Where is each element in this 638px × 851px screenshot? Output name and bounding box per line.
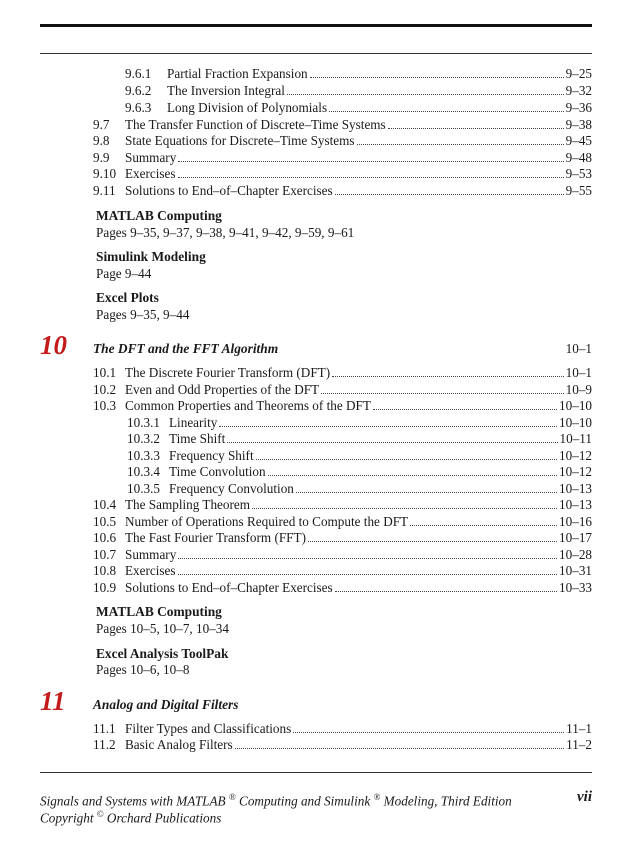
leader-dots xyxy=(357,144,564,145)
top-rule-thin xyxy=(40,53,592,54)
footer-text: Signals and Systems with MATLAB xyxy=(40,793,226,809)
toc-entry-page: 10–12 xyxy=(559,464,592,479)
toc-entry[interactable] xyxy=(93,530,592,546)
toc-entry[interactable] xyxy=(93,563,592,579)
leader-dots xyxy=(178,161,563,162)
toc-entry-page: 9–45 xyxy=(565,133,592,148)
toc-entry-number: 9.6.1 xyxy=(125,66,152,81)
toc-entry-page: 10–33 xyxy=(559,580,592,595)
toc-entry-title: Frequency Shift xyxy=(169,448,254,463)
toc-entry-title: Exercises xyxy=(125,166,176,181)
leader-dots xyxy=(329,111,564,112)
leader-dots xyxy=(178,558,557,559)
leader-dots xyxy=(335,591,557,592)
toc-entry[interactable] xyxy=(93,183,592,199)
leader-dots xyxy=(227,442,557,443)
toc-entry-number: 9.9 xyxy=(93,150,110,165)
toc-entry-title: Time Convolution xyxy=(169,464,266,479)
toc-entry[interactable] xyxy=(127,464,592,480)
leader-dots xyxy=(235,748,564,749)
toc-entry[interactable] xyxy=(93,166,592,182)
toc-entry-number: 10.3.3 xyxy=(127,448,160,463)
toc-entry-page: 9–32 xyxy=(565,83,592,98)
toc-entry-title: State Equations for Discrete–Time Systems xyxy=(125,133,355,148)
toc-entry-title: Linearity xyxy=(169,415,218,430)
leader-dots xyxy=(410,525,557,526)
toc-entry[interactable] xyxy=(125,100,592,116)
toc-entry-title: Even and Odd Properties of the DFT xyxy=(125,382,320,397)
copyright-mark: © xyxy=(96,809,104,819)
footer-text: Orchard Publications xyxy=(103,810,222,826)
leader-dots xyxy=(321,393,564,394)
toc-entry[interactable] xyxy=(127,448,592,464)
toc-entry-page: 11–2 xyxy=(566,737,592,752)
top-rule-thick xyxy=(40,24,592,27)
leader-dots xyxy=(335,194,564,195)
leader-dots xyxy=(310,77,564,78)
toc-entry-title: Solutions to End–of–Chapter Exercises xyxy=(125,183,333,198)
toc-entry-title: The Inversion Integral xyxy=(167,83,285,98)
toc-entry-number: 10.7 xyxy=(93,547,117,562)
toc-entry-page: 10–17 xyxy=(559,530,592,545)
toc-entry-page: 11–1 xyxy=(566,721,592,736)
footer-text: Modeling, Third Edition xyxy=(380,793,512,809)
leader-dots xyxy=(219,426,557,427)
toc-entry-title: Time Shift xyxy=(169,431,226,446)
toc-entry-page: 10–13 xyxy=(559,497,592,512)
toc-entry[interactable] xyxy=(127,481,592,497)
toc-entry-number: 10.3.5 xyxy=(127,481,160,496)
toc-entry-page: 10–16 xyxy=(559,514,592,529)
toc-entry[interactable] xyxy=(93,580,592,596)
toc-entry[interactable] xyxy=(125,66,592,82)
section-heading: MATLAB Computing xyxy=(96,604,222,619)
toc-entry-page: 9–53 xyxy=(565,166,592,181)
section-heading: Excel Analysis ToolPak xyxy=(96,646,229,661)
chapter-number: 10 xyxy=(40,330,67,360)
toc-entry-number: 9.6.2 xyxy=(125,83,152,98)
toc-entry-number: 10.5 xyxy=(93,514,117,529)
toc-entry[interactable] xyxy=(93,398,592,414)
section-heading: MATLAB Computing xyxy=(96,208,222,223)
toc-entry-number: 9.7 xyxy=(93,117,110,132)
toc-entry[interactable] xyxy=(93,150,592,166)
footer-rule xyxy=(40,772,592,773)
toc-entry[interactable] xyxy=(93,497,592,513)
toc-entry-number: 9.11 xyxy=(93,183,116,198)
toc-entry-number: 10.3.1 xyxy=(127,415,160,430)
toc-entry-title: The Sampling Theorem xyxy=(125,497,251,512)
toc-entry-title: Partial Fraction Expansion xyxy=(167,66,308,81)
toc-entry-number: 10.2 xyxy=(93,382,117,397)
toc-entry[interactable] xyxy=(93,382,592,398)
toc-entry-number: 10.3 xyxy=(93,398,117,413)
toc-entry[interactable] xyxy=(93,514,592,530)
leader-dots xyxy=(332,376,564,377)
section-pages: Pages 9–35, 9–37, 9–38, 9–41, 9–42, 9–59, 9–61 xyxy=(96,225,355,240)
leader-dots xyxy=(178,177,564,178)
leader-dots xyxy=(178,574,558,575)
leader-dots xyxy=(373,409,557,410)
toc-entry-title: Basic Analog Filters xyxy=(125,737,233,752)
toc-entry[interactable] xyxy=(93,133,592,149)
toc-entry-number: 9.8 xyxy=(93,133,110,148)
leader-dots xyxy=(252,508,557,509)
toc-entry[interactable] xyxy=(93,547,592,563)
toc-entry-title: Solutions to End–of–Chapter Exercises xyxy=(125,580,333,595)
toc-entry-page: 9–38 xyxy=(565,117,592,132)
toc-entry-page: 9–36 xyxy=(565,100,592,115)
section-pages: Pages 9–35, 9–44 xyxy=(96,307,190,322)
toc-entry-title: Exercises xyxy=(125,563,176,578)
chapter-title[interactable]: Analog and Digital Filters xyxy=(93,697,239,712)
toc-entry-page: 10–12 xyxy=(559,448,592,463)
toc-entry-page: 10–1 xyxy=(565,365,592,380)
leader-dots xyxy=(296,492,557,493)
toc-entry-title: Summary xyxy=(125,547,177,562)
section-heading: Simulink Modeling xyxy=(96,249,206,264)
toc-entry[interactable] xyxy=(127,415,592,431)
toc-entry[interactable] xyxy=(93,365,592,381)
toc-entry-page: 10–9 xyxy=(565,382,592,397)
chapter-page: 10–1 xyxy=(565,341,592,356)
registered-mark: ® xyxy=(228,792,236,802)
chapter-title[interactable]: The DFT and the FFT Algorithm xyxy=(93,341,279,356)
toc-entry[interactable] xyxy=(93,737,592,753)
toc-entry-page: 10–31 xyxy=(559,563,592,578)
toc-entry-number: 10.3.4 xyxy=(127,464,160,479)
section-pages: Pages 10–5, 10–7, 10–34 xyxy=(96,621,229,636)
toc-entry-number: 11.1 xyxy=(93,721,116,736)
toc-entry-page: 10–10 xyxy=(559,415,592,430)
toc-entry[interactable] xyxy=(127,431,592,447)
toc-entry-title: Frequency Convolution xyxy=(169,481,294,496)
toc-entry-title: The Fast Fourier Transform (FFT) xyxy=(125,530,306,545)
toc-entry-page: 9–48 xyxy=(565,150,592,165)
toc-entry-title: Common Properties and Theorems of the DFT xyxy=(125,398,371,413)
toc-entry[interactable] xyxy=(93,721,592,737)
leader-dots xyxy=(268,475,557,476)
toc-entry-title: The Transfer Function of Discrete–Time Systems xyxy=(125,117,386,132)
section-pages: Page 9–44 xyxy=(96,266,152,281)
toc-entry-page: 10–13 xyxy=(559,481,592,496)
toc-entry-number: 10.1 xyxy=(93,365,117,380)
toc-entry-number: 10.4 xyxy=(93,497,117,512)
toc-entry-number: 10.3.2 xyxy=(127,431,160,446)
toc-entry-page: 10–11 xyxy=(559,431,592,446)
toc-entry-number: 9.6.3 xyxy=(125,100,152,115)
toc-entry-page: 9–25 xyxy=(565,66,592,81)
footer-text: Copyright xyxy=(40,810,94,826)
toc-entry[interactable] xyxy=(93,117,592,133)
toc-entry-number: 10.8 xyxy=(93,563,117,578)
toc-entry-title: Number of Operations Required to Compute the DFT xyxy=(125,514,409,529)
toc-entry-number: 10.6 xyxy=(93,530,117,545)
toc-entry-number: 10.9 xyxy=(93,580,117,595)
footer-copyright xyxy=(40,806,221,826)
toc-entry-page: 10–28 xyxy=(559,547,592,562)
leader-dots xyxy=(256,459,557,460)
toc-entry-title: The Discrete Fourier Transform (DFT) xyxy=(125,365,331,380)
leader-dots xyxy=(308,541,557,542)
page-number: vii xyxy=(577,789,592,805)
toc-entry-title: Summary xyxy=(125,150,177,165)
leader-dots xyxy=(293,732,564,733)
leader-dots xyxy=(388,128,564,129)
registered-mark: ® xyxy=(373,792,381,802)
section-heading: Excel Plots xyxy=(96,290,159,305)
leader-dots xyxy=(287,94,564,95)
toc-entry-page: 10–10 xyxy=(559,398,592,413)
toc-entry-page: 9–55 xyxy=(565,183,592,198)
section-pages: Pages 10–6, 10–8 xyxy=(96,662,190,677)
toc-entry-number: 9.10 xyxy=(93,166,117,181)
toc-entry-title: Long Division of Polynomials xyxy=(167,100,328,115)
chapter-number: 11 xyxy=(40,686,66,716)
toc-entry[interactable] xyxy=(125,83,592,99)
toc-entry-number: 11.2 xyxy=(93,737,116,752)
footer-text: Computing and Simulink xyxy=(235,793,371,809)
toc-entry-title: Filter Types and Classifications xyxy=(125,721,292,736)
